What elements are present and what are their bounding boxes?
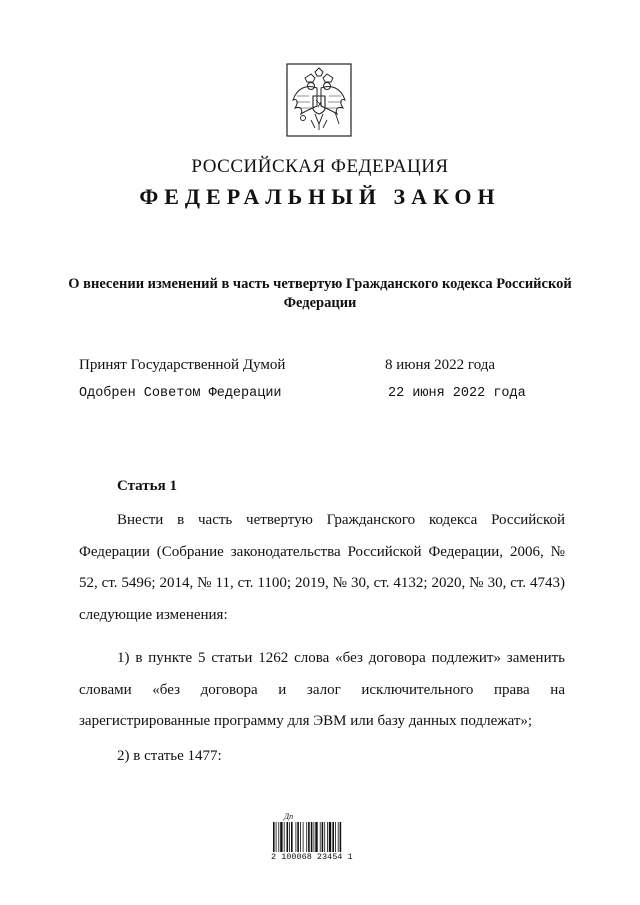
barcode-bar [335,822,336,852]
barcode-bar [287,822,289,852]
barcode-bar [315,822,317,852]
barcode-initials: Дп [284,812,294,821]
barcode-bar [338,822,339,852]
barcode-bar [300,822,301,852]
law-type-heading: ФЕДЕРАЛЬНЫЙ ЗАКОН [139,184,501,209]
barcode-bar [273,822,275,852]
adopted-date: 8 июня 2022 года [385,357,496,373]
barcode-bar [280,822,282,852]
law-title: О внесении изменений в часть четвертую Гражданского кодекса Российской Федерации [68,276,572,311]
barcode-number: 2 100068 23454 1 [271,852,353,862]
coat-of-arms-icon [285,62,353,138]
barcode-bar [324,822,325,852]
barcode-bar [284,822,285,852]
barcode-bar [327,822,328,852]
barcode-bar [297,822,299,852]
article-paragraph-intro: Внести в часть четвертую Гражданского кодекса Российской Федерации (Собрание законодательства Российской Федерации, 2006, № 52, ст. 5496; 2014, № 11, ст. 1100; 2019, № 30, ст. 4132; 2020, № 30, ст. 4743) следующие изменения: [79,512,565,623]
country-heading: РОССИЙСКАЯ ФЕДЕРАЦИЯ [191,156,449,177]
barcode-bar [329,822,331,852]
adopted-by-duma-label: Принят Государственной Думой [79,357,286,373]
barcode-bar [276,822,277,852]
barcode-icon [271,822,365,852]
article-paragraph-item-1: 1) в пункте 5 статьи 1262 слова «без договора подлежит» заменить словами «без договора и залог исключительного права на зарегистрированные программу для ЭВМ или базу данных подлежат»; [79,650,565,729]
barcode-bar [296,822,297,852]
article-heading: Статья 1 [117,478,177,494]
barcode-bar [340,822,342,852]
barcode-bar [289,822,290,852]
barcode-bar [320,822,321,852]
barcode-bar [322,822,324,852]
barcode-bar [332,822,334,852]
barcode-bar [303,822,304,852]
barcode-bar [308,822,310,852]
barcode-bar [306,822,307,852]
approved-by-council-label: Одобрен Советом Федерации [79,386,282,401]
document-barcode [271,812,365,862]
barcode-bar [314,822,315,852]
barcode-bar [291,822,293,852]
article-paragraph-item-2: 2) в статье 1477: [117,748,222,764]
approved-date: 22 июня 2022 года [388,386,526,401]
barcode-bar [278,822,279,852]
barcode-bar [311,822,313,852]
